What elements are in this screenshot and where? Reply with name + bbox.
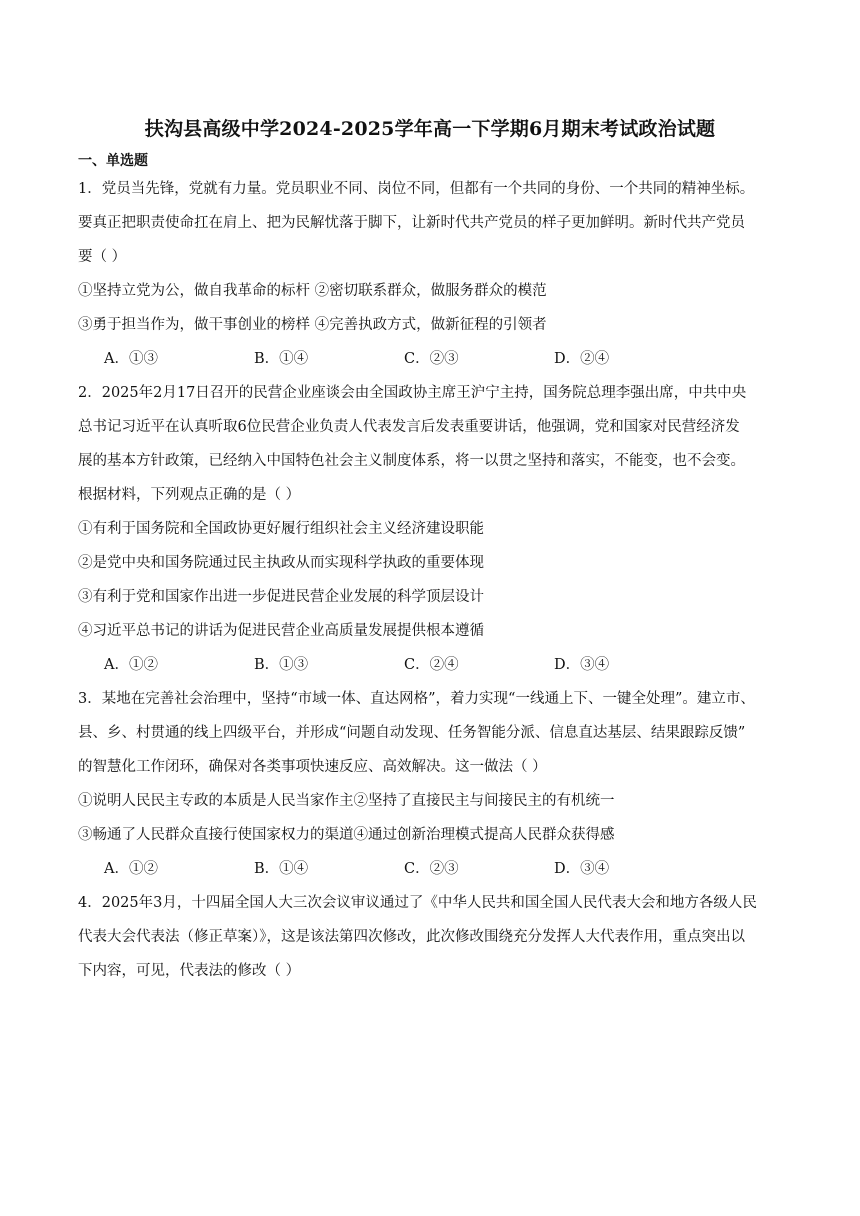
answer-options <box>78 342 784 376</box>
option-d: D．②④ <box>554 351 610 367</box>
question-stem-line: 的智慧化工作闭环，确保对各类事项快速反应、高效解决。这一做法（ ） <box>78 759 547 775</box>
question-stem-line: 根据材料，下列观点正确的是（ ） <box>78 487 301 503</box>
question-stem-line: 4．2025年3月，十四届全国人大三次会议审议通过了《中华人民共和国全国人民代表大会和地方各级人民 <box>78 895 757 911</box>
question-stem-line: 要真正把职责使命扛在肩上、把为民解忧落于脚下，让新时代共产党员的样子更加鲜明。新时代共产党员 <box>78 215 745 231</box>
option-a: A．①② <box>104 861 158 877</box>
question-stem-line: 展的基本方针政策，已经纳入中国特色社会主义制度体系，将一以贯之坚持和落实，不能变，也不会变。 <box>78 453 745 469</box>
question-stem-line: 县、乡、村贯通的线上四级平台，并形成“问题自动发现、任务智能分派、信息直达基层、结果跟踪反馈” <box>78 725 746 741</box>
question-stem-line: 代表大会代表法（修正草案）》，这是该法第四次修改，此次修改围绕充分发挥人大代表作用，重点突出以 <box>78 929 745 945</box>
exam-title: 扶沟县高级中学2024-2025学年高一下学期6月期末考试政治试题 <box>144 118 716 140</box>
option-d: D．③④ <box>554 861 610 877</box>
question-2 <box>78 376 784 682</box>
option-c: C．②④ <box>404 657 459 673</box>
question-3 <box>78 682 784 886</box>
question-4 <box>78 886 784 988</box>
option-c: C．②③ <box>404 861 459 877</box>
statement-line: ①坚持立党为公，做自我革命的标杆 ②密切联系群众，做服务群众的模范 <box>78 283 547 299</box>
question-stem-line: 1．党员当先锋，党就有力量。党员职业不同、岗位不同，但都有一个共同的身份、一个共同的精神坐标。 <box>78 181 755 197</box>
option-b: B．①③ <box>254 657 309 673</box>
section-heading: 一、单选题 <box>78 153 148 169</box>
statement-line: ③有利于党和国家作出进一步促进民营企业发展的科学顶层设计 <box>78 589 484 605</box>
statement-line: ①有利于国务院和全国政协更好履行组织社会主义经济建设职能 <box>78 521 484 537</box>
option-a: A．①② <box>104 657 158 673</box>
question-stem-line: 3．某地在完善社会治理中，坚持“市域一体、直达网格”，着力实现“一线通上下、一键全处理”。建立市、 <box>78 691 755 707</box>
option-b: B．①④ <box>254 861 309 877</box>
statement-line: ④习近平总书记的讲话为促进民营企业高质量发展提供根本遵循 <box>78 623 484 639</box>
statement-line: ③勇于担当作为，做干事创业的榜样 ④完善执政方式，做新征程的引领者 <box>78 317 547 333</box>
answer-options <box>78 852 784 886</box>
question-stem-line: 2．2025年2月17日召开的民营企业座谈会由全国政协主席王沪宁主持，国务院总理李强出席，中共中央 <box>78 385 747 401</box>
question-stem-line: 总书记习近平在认真听取6位民营企业负责人代表发言后发表重要讲话，他强调，党和国家对民营经济发 <box>78 419 740 435</box>
statement-line: ①说明人民民主专政的本质是人民当家作主②坚持了直接民主与间接民主的有机统一 <box>78 793 615 809</box>
statement-line: ②是党中央和国务院通过民主执政从而实现科学执政的重要体现 <box>78 555 484 571</box>
answer-options <box>78 648 784 682</box>
option-c: C．②③ <box>404 351 459 367</box>
question-stem-line: 要（ ） <box>78 249 127 265</box>
questions-container <box>78 172 784 988</box>
question-1 <box>78 172 784 376</box>
option-b: B．①④ <box>254 351 309 367</box>
question-stem-line: 下内容，可见，代表法的修改（ ） <box>78 963 301 979</box>
option-a: A．①③ <box>104 351 158 367</box>
statement-line: ③畅通了人民群众直接行使国家权力的渠道④通过创新治理模式提高人民群众获得感 <box>78 827 615 843</box>
option-d: D．③④ <box>554 657 610 673</box>
